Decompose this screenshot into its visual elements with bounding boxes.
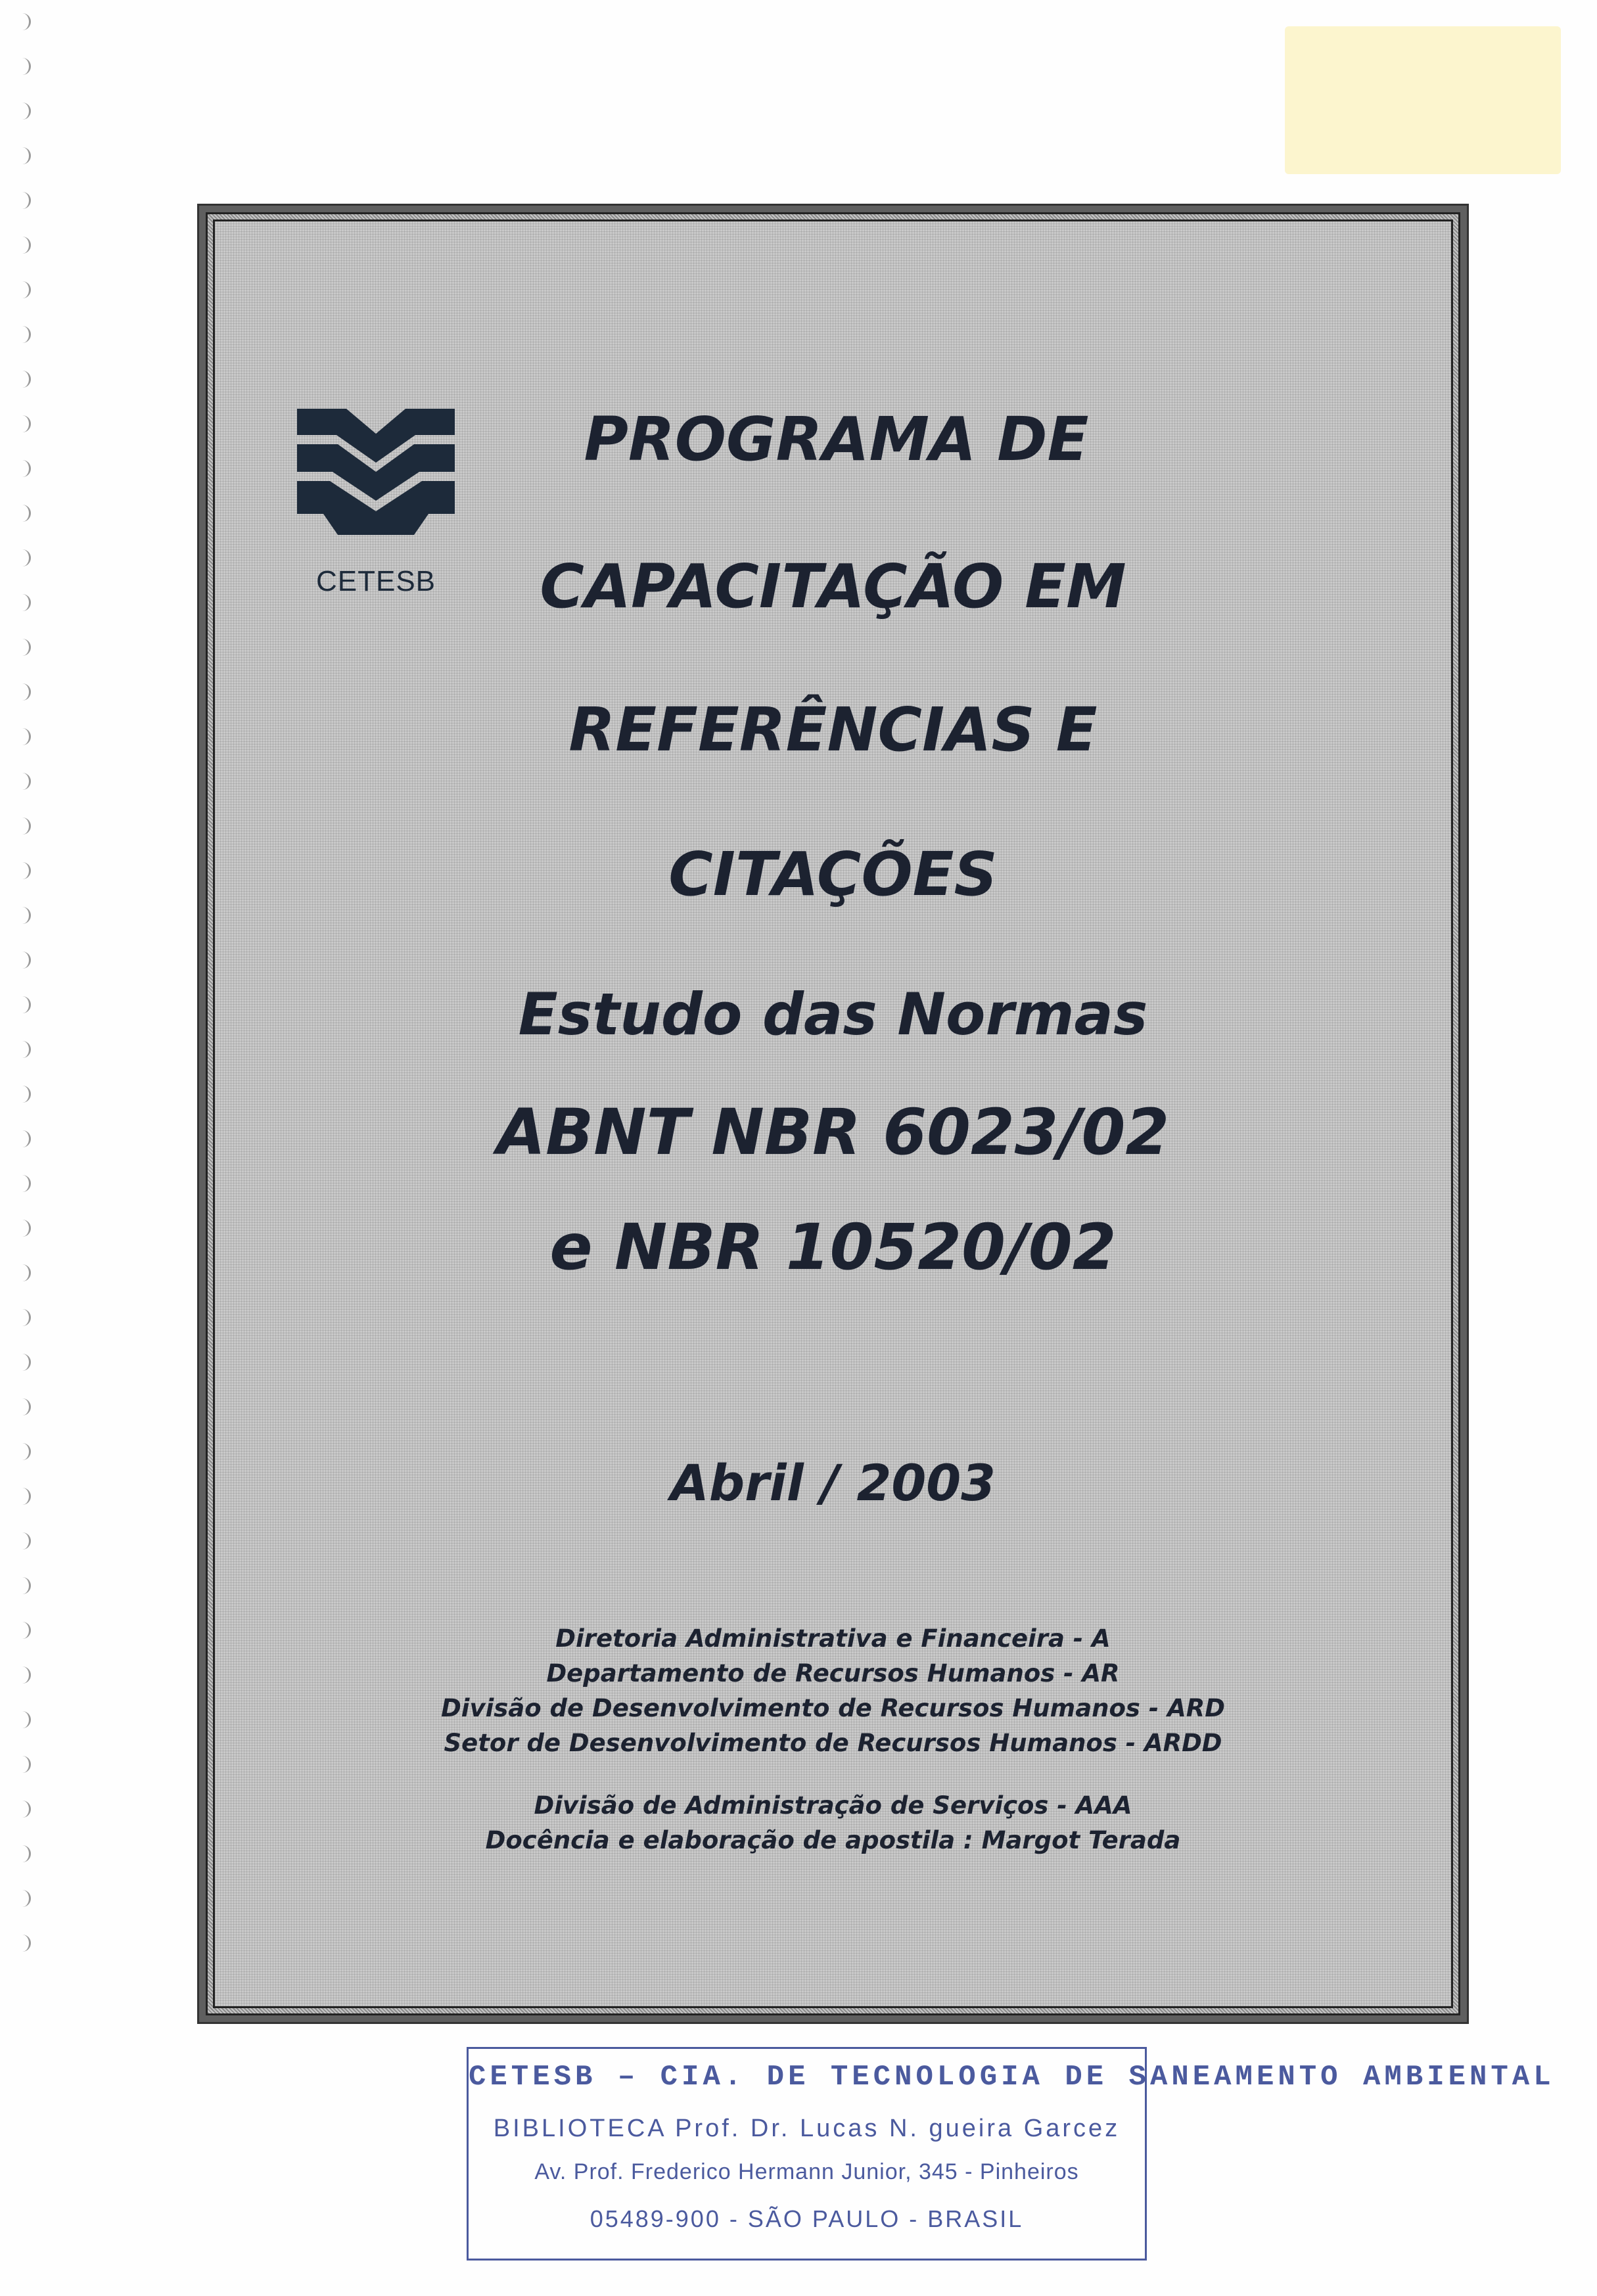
binding-loop [20,862,31,879]
subtitle-line-1: Estudo das Normas [518,980,1148,1048]
binding-loop [20,147,31,164]
credit-line: Diretoria Administrativa e Financeira - A [555,1624,1111,1653]
binding-loop [20,505,31,522]
binding-loop [20,996,31,1013]
binding-loop [20,103,31,120]
credit-line: Divisão de Administração de Serviços - AAA [534,1791,1132,1820]
binding-loop [20,1801,31,1818]
binding-loop [20,1041,31,1058]
binding-loop [20,1532,31,1550]
title-line-1: PROGRAMA DE [584,404,1089,474]
title-line-2: CAPACITAÇÃO EM [540,551,1126,622]
binding-loop [20,594,31,611]
binding-loop [20,326,31,343]
sticky-note [1285,26,1561,174]
binding-loop [20,1711,31,1728]
binding-loop [20,1264,31,1281]
credit-line: Setor de Desenvolvimento de Recursos Humanos - ARDD [444,1729,1222,1757]
stamp-line-2: BIBLIOTECA Prof. Dr. Lucas N. gueira Garcez [493,2115,1121,2142]
spiral-binding [12,13,38,1985]
binding-loop [20,1577,31,1594]
credit-line: Divisão de Desenvolvimento de Recursos Humanos - ARD [441,1694,1225,1722]
credit-line: Docência e elaboração de apostila : Margot Terada [485,1826,1181,1854]
binding-loop [20,639,31,656]
binding-loop [20,1309,31,1326]
binding-loop [20,1935,31,1952]
binding-loop [20,237,31,254]
logo-label: CETESB [315,565,436,597]
cover-frame-inner [206,212,1460,2015]
cover-frame [197,204,1469,2024]
binding-loop [20,1354,31,1371]
binding-loop [20,1398,31,1415]
credit-line: Departamento de Recursos Humanos - AR [546,1659,1120,1688]
binding-loop [20,58,31,75]
binding-loop [20,549,31,566]
binding-loop [20,1756,31,1773]
title-line-4: CITAÇÕES [668,839,998,909]
binding-loop [20,192,31,209]
binding-loop [20,1890,31,1907]
binding-loop [20,1175,31,1192]
binding-loop [20,1488,31,1505]
binding-loop [20,728,31,745]
subtitle-line-2: ABNT NBR 6023/02 [496,1095,1170,1169]
binding-loop [20,1086,31,1103]
binding-loop [20,415,31,432]
subtitle-line-3: e NBR 10520/02 [549,1210,1117,1284]
binding-loop [20,281,31,298]
binding-loop [20,1845,31,1862]
binding-loop [20,1130,31,1147]
cover-panel [213,219,1453,2008]
binding-loop [20,683,31,700]
binding-loop [20,1666,31,1684]
stamp-line-3: Av. Prof. Frederico Hermann Junior, 345 - Pinheiros [534,2159,1079,2184]
binding-loop [20,1220,31,1237]
binding-loop [20,371,31,388]
binding-loop [20,907,31,924]
binding-loop [20,1622,31,1639]
binding-loop [20,13,31,30]
binding-loop [20,460,31,477]
binding-loop [20,1443,31,1460]
publication-date: Abril / 2003 [670,1454,996,1512]
library-stamp [467,2047,1555,2261]
binding-loop [20,817,31,835]
title-line-3: REFERÊNCIAS E [568,695,1098,765]
stamp-line-4: 05489-900 - SÃO PAULO - BRASIL [590,2205,1024,2232]
binding-loop [20,952,31,969]
binding-loop [20,773,31,790]
stamp-line-1: CETESB – CIA. DE TECNOLOGIA DE SANEAMENTO AMBIENTAL [469,2061,1555,2094]
